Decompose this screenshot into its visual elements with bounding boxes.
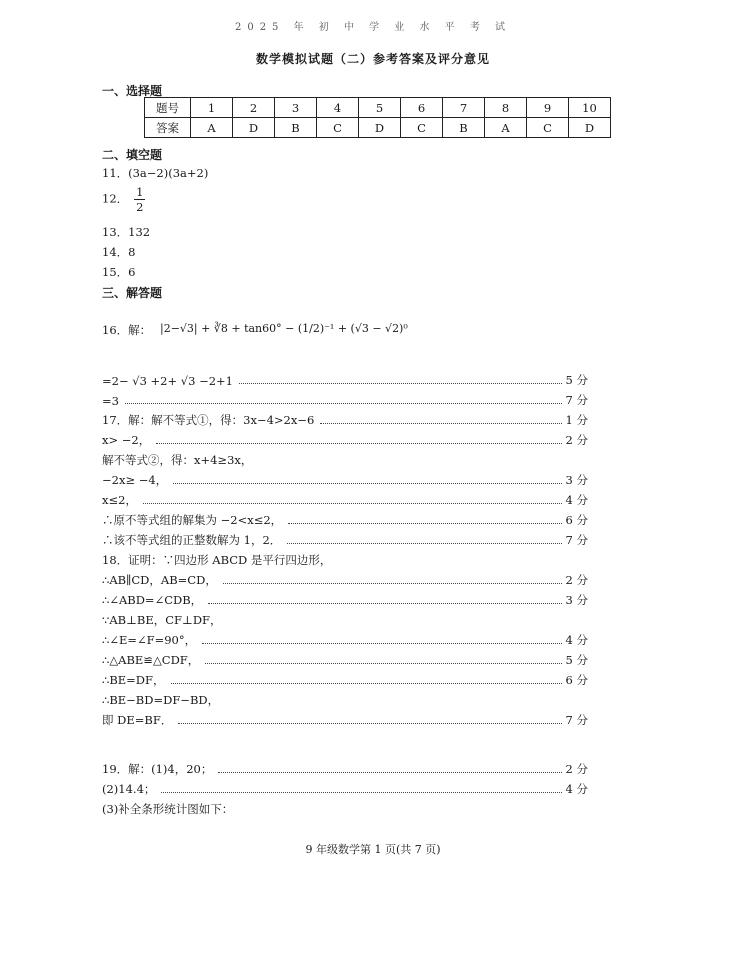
fraction-numerator: 1: [136, 185, 144, 199]
answer-12-label: 12．: [102, 191, 129, 206]
dot-leader: [173, 483, 561, 484]
solution-step: ∴BE−BD=DF−BD，: [102, 693, 220, 707]
table-cell: C: [401, 118, 443, 138]
table-cell: 7: [443, 98, 485, 118]
exam-header-line: 2025 年 初 中 学 业 水 平 考 试: [234, 22, 512, 33]
table-cell: 9: [527, 98, 569, 118]
table-cell: 2: [233, 98, 275, 118]
table-cell: B: [275, 118, 317, 138]
dot-leader: [223, 583, 562, 584]
answer-12: [102, 185, 145, 214]
score-mark: 2 分: [565, 573, 588, 587]
solution-line: [102, 692, 588, 708]
section-choice-title: 一、选择题: [102, 84, 163, 98]
solution-line: [102, 592, 588, 608]
table-cell: D: [233, 118, 275, 138]
solution-line: [102, 761, 588, 777]
answer-14: 14．8: [102, 245, 136, 259]
solution-line: [102, 712, 588, 728]
score-mark: 7 分: [565, 533, 588, 547]
table-row-numbers: [145, 98, 611, 118]
dot-leader: [287, 543, 561, 544]
table-row-answers: [145, 118, 611, 138]
dot-leader: [178, 723, 561, 724]
table-cell: 4: [317, 98, 359, 118]
solution-line: [102, 452, 588, 468]
document-title: 数学模拟试题（二）参考答案及评分意见: [255, 52, 490, 66]
solution-line: [102, 612, 588, 628]
score-mark: 3 分: [565, 593, 588, 607]
solution-step: =3: [102, 394, 119, 408]
table-cell: A: [485, 118, 527, 138]
solution-step: (3)补全条形统计图如下：: [102, 802, 234, 816]
solution-line: [102, 432, 588, 448]
table-cell: 5: [359, 98, 401, 118]
fraction-denominator: 2: [136, 200, 144, 214]
score-mark: 4 分: [565, 493, 588, 507]
dot-leader: [218, 772, 561, 773]
solution-step: ∴该不等式组的正整数解为 1，2．: [102, 533, 282, 547]
solution-line: [102, 372, 588, 388]
score-mark: 7 分: [565, 393, 588, 407]
solution-line: [102, 412, 588, 428]
solution-step: x> −2，: [102, 433, 151, 447]
solution-step: ∴∠E=∠F=90°，: [102, 633, 197, 647]
score-mark: 2 分: [565, 433, 588, 447]
fraction: [134, 185, 145, 214]
table-cell: C: [527, 118, 569, 138]
dot-leader: [161, 792, 561, 793]
solution-line: [102, 532, 588, 548]
dot-leader: [208, 603, 561, 604]
score-mark: 5 分: [565, 373, 588, 387]
solution-step: 19．解：(1)4，20；: [102, 762, 213, 776]
section-solve-title: 三、解答题: [102, 286, 163, 300]
dot-leader: [171, 683, 562, 684]
score-mark: 2 分: [565, 762, 588, 776]
solution-step: 即 DE=BF．: [102, 713, 173, 727]
q16-expression: |2−√3| + ∛8 + tan60° − (1/2)⁻¹ + (√3 − √2)⁰: [160, 322, 408, 335]
dot-leader: [143, 503, 562, 504]
dot-leader: [125, 403, 562, 404]
solution-line: [102, 652, 588, 668]
dot-leader: [320, 423, 561, 424]
solution-line: [102, 572, 588, 588]
solution-step: −2x≥ −4，: [102, 473, 168, 487]
solution-line: [102, 472, 588, 488]
solution-step: ∴原不等式组的解集为 −2<x≤2，: [102, 513, 283, 527]
dot-leader: [288, 523, 561, 524]
score-mark: 4 分: [565, 633, 588, 647]
solution-step: ∴∠ABD=∠CDB，: [102, 593, 203, 607]
solution-step: 解不等式②，得：x+4≥3x，: [102, 453, 253, 467]
solution-line: [102, 512, 588, 528]
dot-leader: [202, 643, 561, 644]
score-mark: 7 分: [565, 713, 588, 727]
solution-line: [102, 801, 588, 817]
solution-step: ∴△ABE≌△CDF，: [102, 653, 200, 667]
score-mark: 5 分: [565, 653, 588, 667]
section-fill-title: 二、填空题: [102, 148, 163, 162]
score-mark: 6 分: [565, 673, 588, 687]
table-cell: C: [317, 118, 359, 138]
table-cell: 1: [191, 98, 233, 118]
answer-13: 13．132: [102, 225, 151, 239]
table-cell: A: [191, 118, 233, 138]
solution-step: ∴AB∥CD，AB=CD，: [102, 573, 217, 587]
solution-line: [102, 492, 588, 508]
table-cell: D: [359, 118, 401, 138]
q16-label: 16．解：: [102, 323, 152, 337]
solution-step: ∴BE=DF，: [102, 673, 165, 687]
solution-line: [102, 781, 588, 797]
table-cell: D: [569, 118, 611, 138]
solution-step: =2− √3 +2+ √3 −2+1: [102, 374, 233, 388]
score-mark: 3 分: [565, 473, 588, 487]
table-cell: 3: [275, 98, 317, 118]
table-cell: 10: [569, 98, 611, 118]
table-header-cell: 答案: [145, 118, 191, 138]
solution-line: [102, 632, 588, 648]
dot-leader: [205, 663, 561, 664]
score-mark: 4 分: [565, 782, 588, 796]
solution-line: [102, 392, 588, 408]
table-cell: B: [443, 118, 485, 138]
solution-step: 18．证明：∵四边形 ABCD 是平行四边形，: [102, 553, 332, 567]
table-cell: 6: [401, 98, 443, 118]
solution-line: [102, 552, 588, 568]
table-header-cell: 题号: [145, 98, 191, 118]
dot-leader: [239, 383, 562, 384]
solution-line: [102, 672, 588, 688]
answer-table: [144, 97, 611, 138]
answer-15: 15．6: [102, 265, 136, 279]
score-mark: 1 分: [565, 413, 588, 427]
solution-step: x≤2，: [102, 493, 137, 507]
answer-11: 11．(3a−2)(3a+2): [102, 166, 209, 180]
table-cell: 8: [485, 98, 527, 118]
solution-step: ∵AB⊥BE，CF⊥DF，: [102, 613, 222, 627]
solution-step: 17．解：解不等式①，得：3x−4>2x−6: [102, 413, 315, 427]
page-footer: 9 年级数学第 1 页(共 7 页): [305, 843, 441, 856]
dot-leader: [156, 443, 561, 444]
score-mark: 6 分: [565, 513, 588, 527]
solution-step: (2)14.4；: [102, 782, 156, 796]
